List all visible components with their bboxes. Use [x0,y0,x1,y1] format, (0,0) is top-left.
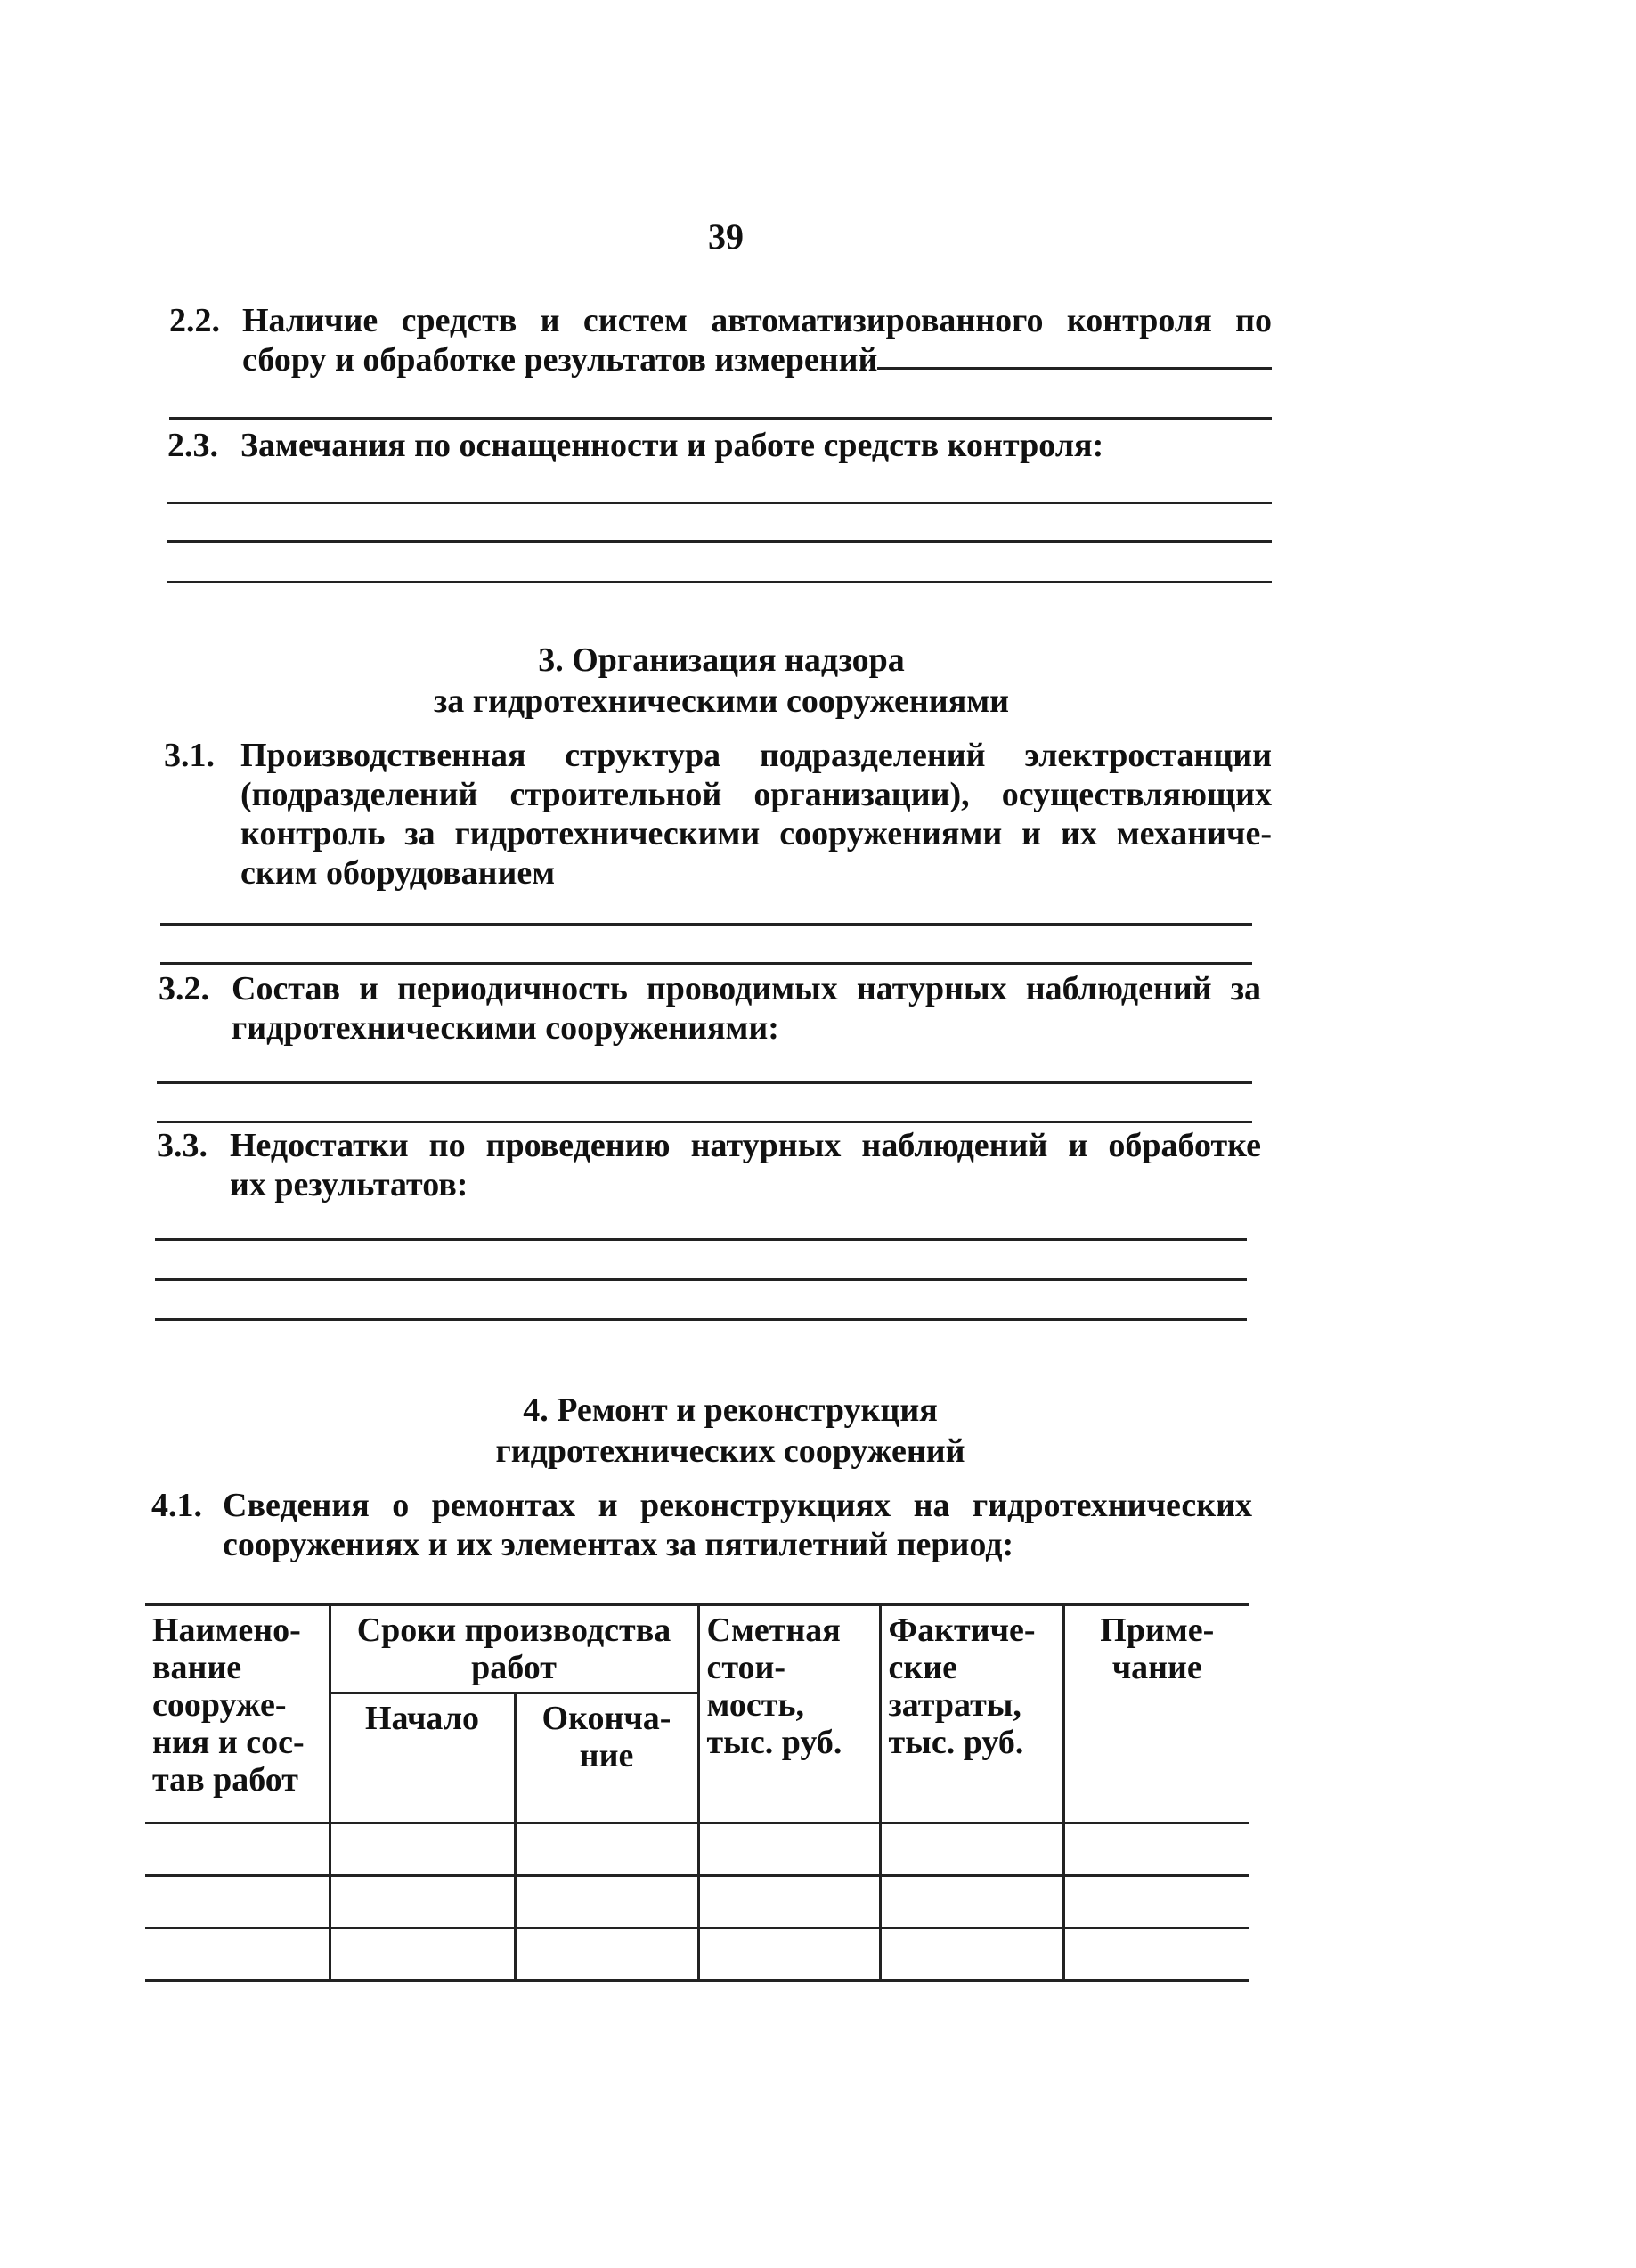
header-note: Приме- чание [1063,1605,1249,1823]
item-number: 3.3. [157,1127,208,1164]
table-cell [145,1876,330,1929]
item-line: ским оборудованием [240,854,556,892]
table-cell [330,1823,515,1876]
item-line: гидротехническими сооружениями: [232,1009,779,1047]
table-cell [1063,1876,1249,1929]
item-number: 2.3. [167,427,218,464]
table-cell [698,1876,880,1929]
header-name: Наимено- вание сооруже- ния и сос- тав работ [145,1605,330,1823]
item-line: Состав и периодичность проводимых натурных наблюдений за [232,970,1261,1008]
table-header-row [145,1605,1249,1693]
item-line: Сведения о ремонтах и реконструкциях на гидротехнических [223,1487,1252,1524]
section-3-heading [0,640,1443,722]
item-line: Производственная структура подразделений электростанции [240,737,1272,774]
header-estimate: Сметная стои- мость, тыс. руб. [698,1605,880,1823]
table-cell [1063,1823,1249,1876]
item-line: их результатов: [230,1166,468,1203]
item-3-1 [164,736,1272,893]
item-line: сбору и обработке результатов измерений [242,341,878,379]
item-number: 4.1. [151,1487,202,1524]
heading-line: за гидротехническими сооружениями [433,682,1010,720]
fill-line [155,1318,1247,1321]
table-cell [880,1823,1063,1876]
table-cell [330,1876,515,1929]
item-line: Замечания по оснащенности и работе средств контроля: [240,427,1104,464]
table-cell [330,1929,515,1981]
table-cell [880,1876,1063,1929]
item-line: контроль за гидротехническими сооружениями и их механиче- [240,815,1272,853]
repairs-table [145,1603,1249,1982]
item-line: Наличие средств и систем автоматизированного контроля по [242,302,1272,339]
fill-line [155,1238,1247,1241]
fill-line [167,581,1272,583]
table-cell [515,1876,698,1929]
fill-line [167,502,1272,504]
item-line: (подразделений строительной организации), осуществляющих [240,776,1272,813]
table-cell [515,1823,698,1876]
heading-line: 4. Ремонт и реконструкция [523,1391,938,1429]
header-actual: Фактиче- ские затраты, тыс. руб. [880,1605,1063,1823]
section-4-heading [9,1390,1452,1472]
table-cell [880,1929,1063,1981]
heading-line: 3. Организация надзора [538,641,905,679]
fill-line [160,923,1252,926]
fill-line [157,1081,1252,1084]
table-cell [145,1929,330,1981]
item-number: 3.1. [164,737,215,774]
table-cell [698,1823,880,1876]
item-2-2 [169,301,1272,379]
fill-line [169,417,1272,420]
page-number: 39 [708,216,744,257]
fill-line [167,540,1272,543]
table-cell [698,1929,880,1981]
table-cell [1063,1929,1249,1981]
item-2-3 [167,426,1272,465]
item-line: сооружениях и их элементах за пятилетний период: [223,1526,1014,1563]
item-4-1 [151,1486,1252,1564]
header-start: Начало [330,1693,515,1823]
fill-line [157,1121,1252,1123]
fill-line [877,340,1272,370]
table-row [145,1823,1249,1876]
fill-line [160,962,1252,965]
table-row [145,1929,1249,1981]
fill-line [155,1278,1247,1281]
item-number: 2.2. [169,302,220,339]
item-number: 3.2. [159,970,209,1008]
item-3-3 [157,1126,1261,1204]
table-cell [515,1929,698,1981]
header-terms: Сроки производства работ [330,1605,698,1693]
item-3-2 [159,969,1261,1048]
table-row [145,1876,1249,1929]
header-end: Оконча- ние [515,1693,698,1823]
item-line: Недостатки по проведению натурных наблюдений и обработке [230,1127,1261,1164]
heading-line: гидротехнических сооружений [495,1432,965,1470]
table-cell [145,1823,330,1876]
